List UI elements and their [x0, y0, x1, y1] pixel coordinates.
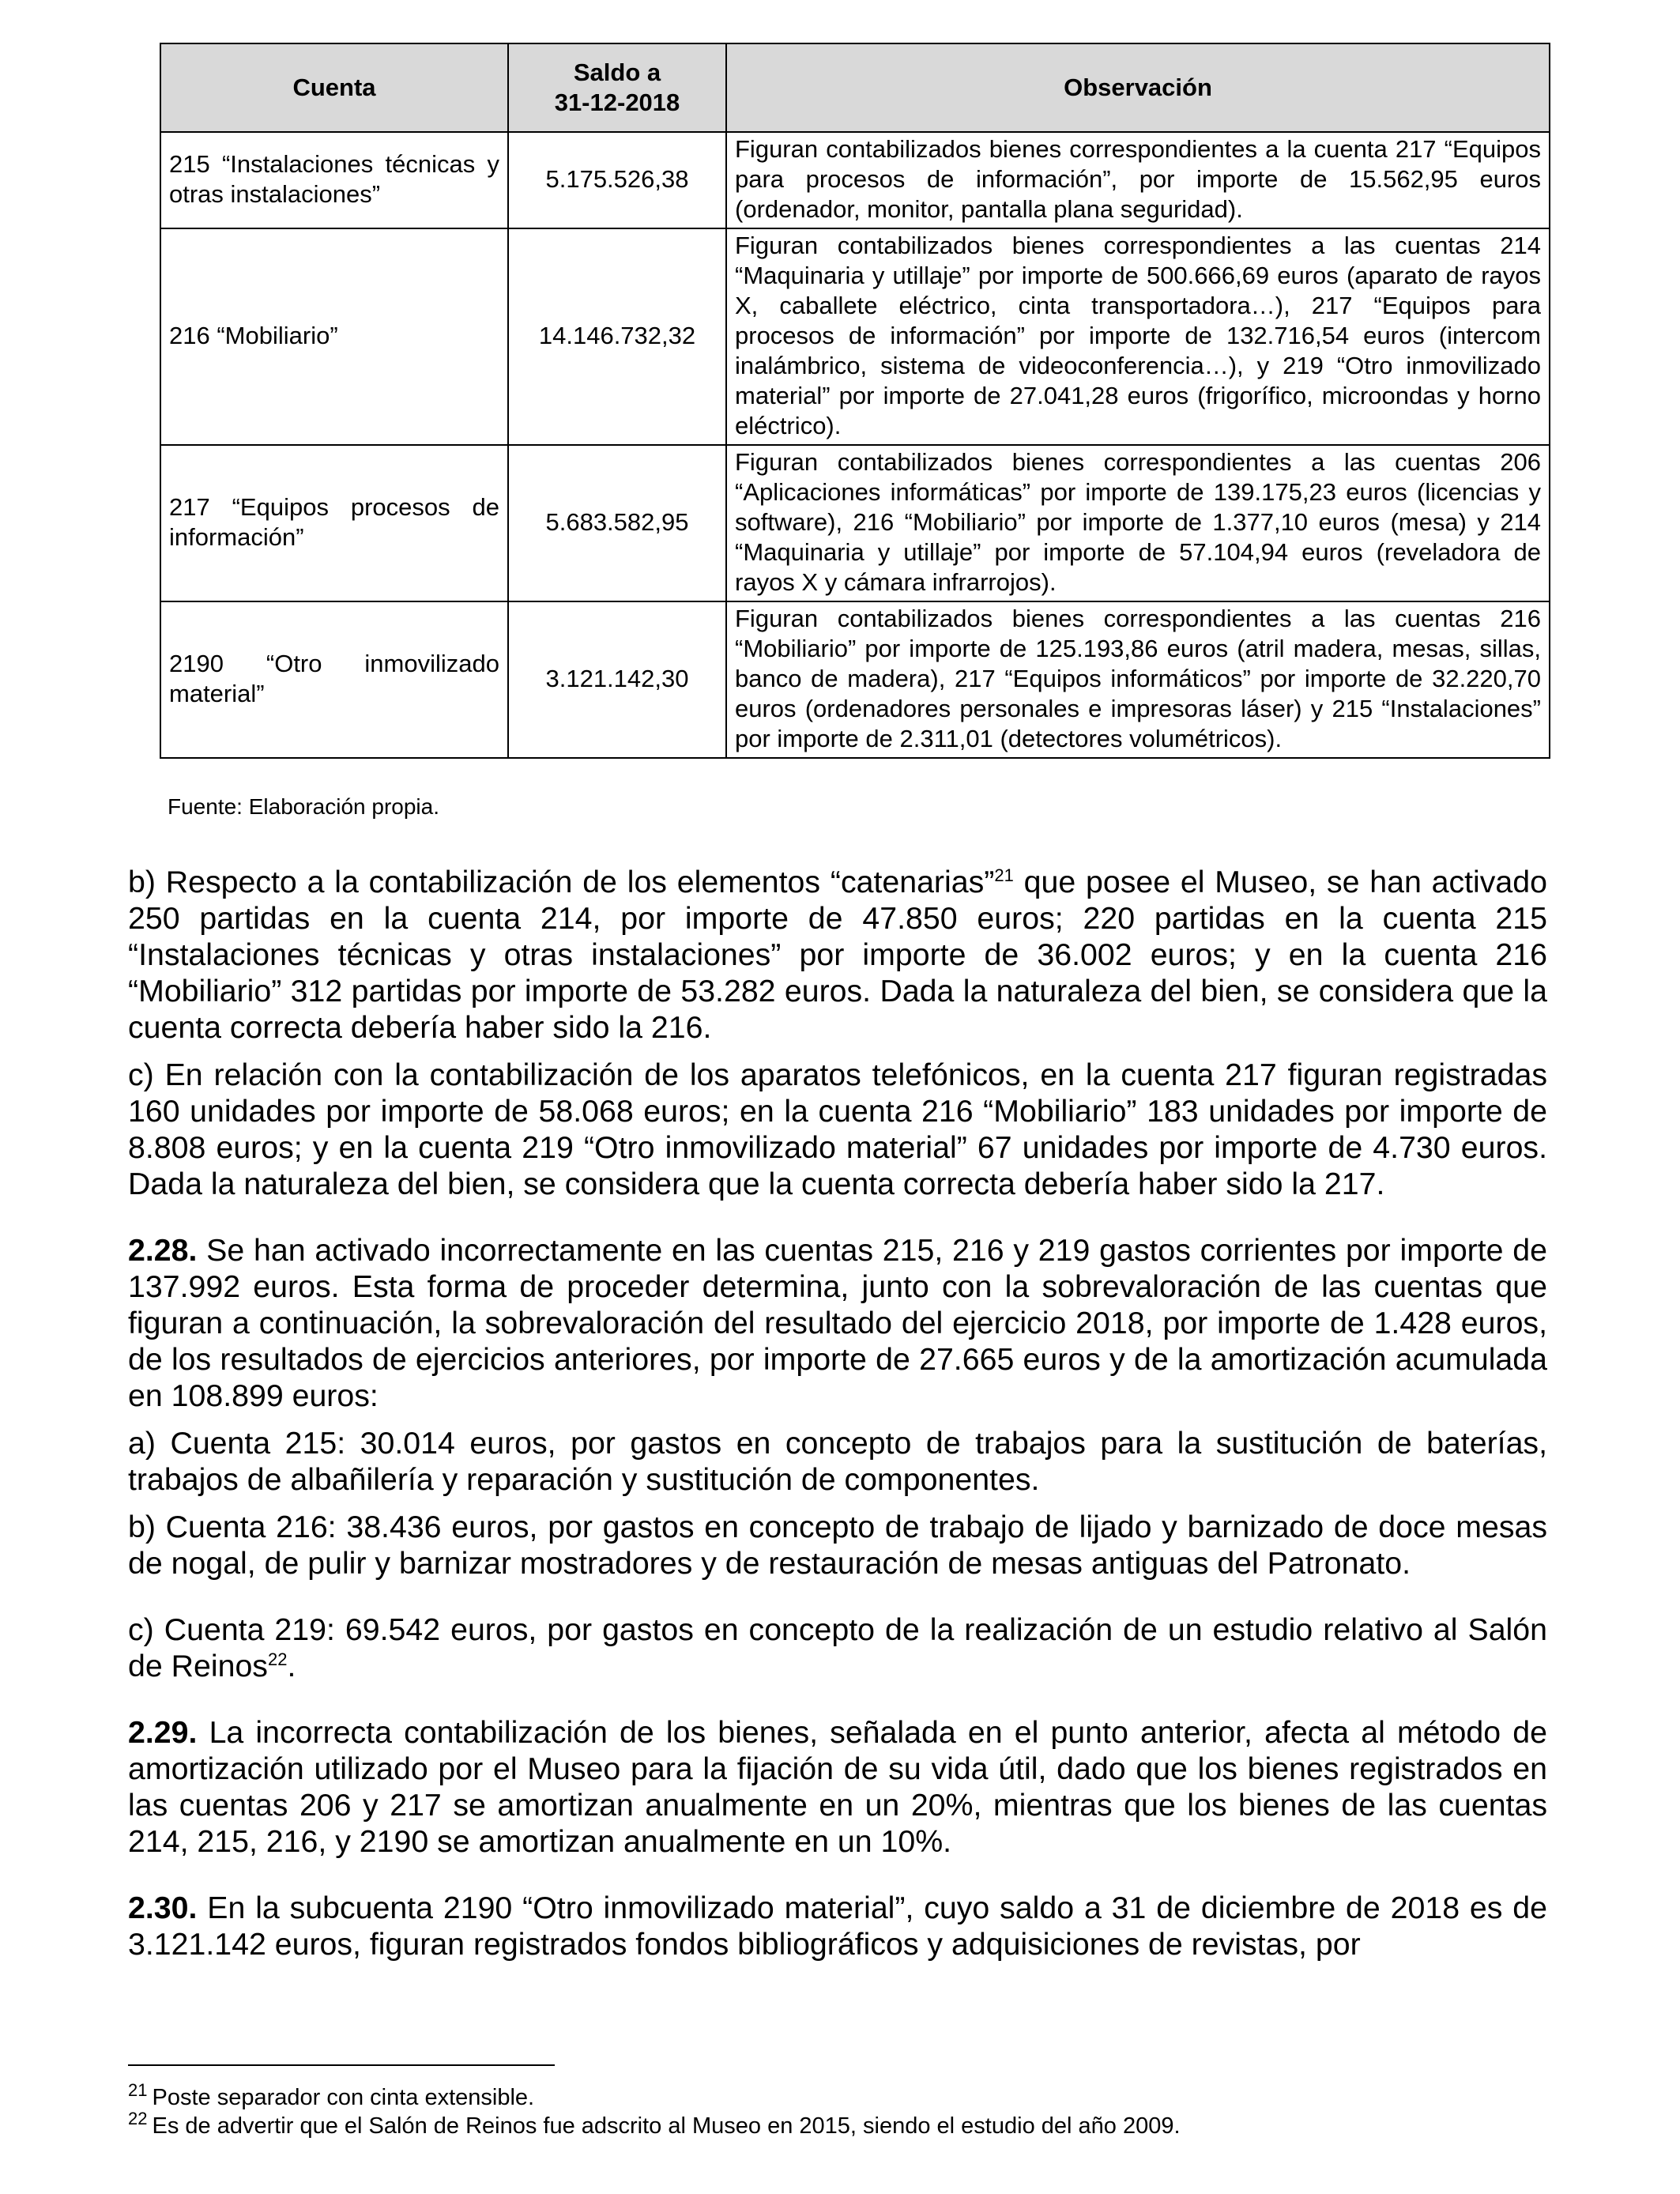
paragraph-text: que posee el Museo, se han activado 250 partidas en la cuenta 214, por importe de 47.850 euros; 220 partidas en la cuenta 215 “Instalaciones técnicas y otras instalaciones” por importe de 36.002 euros; y en la cuenta 216 “Mobiliario” 312 partidas por importe de 53.282 euros. Dada la naturaleza del bien, se considera que la cuenta correcta debería haber sido la 216.	[128, 865, 1547, 1045]
account-cell: 2190 “Otro inmovilizado material”	[160, 601, 508, 758]
paragraph-2-30	[128, 1890, 1547, 1962]
footnote-ref-22: 22	[267, 1649, 288, 1669]
balance-cell: 3.121.142,30	[508, 601, 726, 758]
account-cell: 215 “Instalaciones técnicas y otras instalaciones”	[160, 132, 508, 228]
balance-cell: 5.175.526,38	[508, 132, 726, 228]
observation-cell: Figuran contabilizados bienes correspondientes a las cuentas 214 “Maquinaria y utillaje” por importe de 500.666,69 euros (aparato de rayos X, caballete eléctrico, cinta transportadora…), 217 “Equipos para procesos de información” por importe de 132.716,54 euros (intercom inalámbrico, sistema de videoconferencia…), y 219 “Otro inmovilizado material” por importe de 27.041,28 euros (frigorífico, microondas y horno eléctrico).	[726, 228, 1550, 445]
table-row	[160, 228, 1550, 445]
table-row	[160, 445, 1550, 601]
section-number: 2.28.	[128, 1233, 198, 1268]
paragraph-b-catenarias	[128, 864, 1547, 1046]
paragraph-2-29	[128, 1714, 1547, 1860]
footnotes	[128, 2080, 1547, 2140]
footnote-21	[128, 2080, 1547, 2112]
paragraph-a-cuenta-215: a) Cuenta 215: 30.014 euros, por gastos en concepto de trabajos para la sustitución de baterías, trabajos de albañilería y reparación y sustitución de componentes.	[128, 1426, 1547, 1497]
header-balance-line2: 31-12-2018	[554, 89, 680, 116]
paragraph-b-cuenta-216: b) Cuenta 216: 38.436 euros, por gastos en concepto de trabajo de lijado y barnizado de doce mesas de nogal, de pulir y barnizar mostradores y de restauración de mesas antiguas del Patronato.	[128, 1510, 1547, 1581]
footnote-22	[128, 2109, 1547, 2140]
accounts-table-container	[160, 43, 1549, 759]
section-number: 2.29.	[128, 1715, 198, 1750]
table-header-row	[160, 43, 1550, 132]
table-source-note: Fuente: Elaboración propia.	[168, 794, 439, 819]
observation-cell: Figuran contabilizados bienes correspondientes a la cuenta 217 “Equipos para procesos de información”, por importe de 15.562,95 euros (ordenador, monitor, pantalla plana seguridad).	[726, 132, 1550, 228]
paragraph-text: En la subcuenta 2190 “Otro inmovilizado material”, cuyo saldo a 31 de diciembre de 2018 es de 3.121.142 euros, figuran registrados fondos bibliográficos y adquisiciones de revistas, por	[128, 1891, 1547, 1962]
header-account: Cuenta	[160, 43, 508, 132]
footnote-text: Es de advertir que el Salón de Reinos fue adscrito al Museo en 2015, siendo el estudio del año 2009.	[152, 2113, 1181, 2139]
paragraph-2-28	[128, 1232, 1547, 1414]
table-row	[160, 601, 1550, 758]
balance-cell: 14.146.732,32	[508, 228, 726, 445]
header-balance	[508, 43, 726, 132]
paragraph-text: b) Respecto a la contabilización de los elementos “catenarias”	[128, 865, 995, 899]
body-text	[128, 864, 1547, 1973]
section-number: 2.30.	[128, 1891, 198, 1925]
observation-cell: Figuran contabilizados bienes correspondientes a las cuentas 206 “Aplicaciones informáticas” por importe de 139.175,23 euros (licencias y software), 216 “Mobiliario” por importe de 1.377,10 euros (mesa) y 214 “Maquinaria y utillaje” por importe de 57.104,94 euros (reveladora de rayos X y cámara infrarrojos).	[726, 445, 1550, 601]
paragraph-text: Se han activado incorrectamente en las cuentas 215, 216 y 219 gastos corrientes por importe de 137.992 euros. Esta forma de proceder determina, junto con la sobrevaloración de las cuentas que figuran a continuación, la sobrevaloración del resultado del ejercicio 2018, por importe de 1.428 euros, de los resultados de ejercicios anteriores, por importe de 27.665 euros y de la amortización acumulada en 108.899 euros:	[128, 1233, 1547, 1413]
table-row	[160, 132, 1550, 228]
account-cell: 216 “Mobiliario”	[160, 228, 508, 445]
paragraph-text: .	[287, 1649, 296, 1683]
header-observation: Observación	[726, 43, 1550, 132]
paragraph-c-telefonos: c) En relación con la contabilización de los aparatos telefónicos, en la cuenta 217 figuran registradas 160 unidades por importe de 58.068 euros; en la cuenta 216 “Mobiliario” 183 unidades por importe de 8.808 euros; y en la cuenta 219 “Otro inmovilizado material” 67 unidades por importe de 4.730 euros. Dada la naturaleza del bien, se considera que la cuenta correcta debería haber sido la 217.	[128, 1057, 1547, 1201]
footnote-mark: 21	[128, 2080, 148, 2101]
paragraph-text: La incorrecta contabilización de los bienes, señalada en el punto anterior, afecta al método de amortización utilizado por el Museo para la fijación de su vida útil, dado que los bienes registrados en las cuentas 206 y 217 se amortizan anualmente en un 20%, mientras que los bienes de las cuentas 214, 215, 216, y 2190 se amortizan anualmente en un 10%.	[128, 1715, 1547, 1859]
observation-cell: Figuran contabilizados bienes correspondientes a las cuentas 216 “Mobiliario” por importe de 125.193,86 euros (atril madera, mesas, sillas, banco de madera), 217 “Equipos informáticos” por importe de 32.220,70 euros (ordenadores personales e impresoras láser) y 215 “Instalaciones” por importe de 2.311,01 (detectores volumétricos).	[726, 601, 1550, 758]
paragraph-c-cuenta-219	[128, 1612, 1547, 1684]
footnote-divider	[128, 2064, 555, 2066]
header-balance-line1: Saldo a	[573, 58, 661, 86]
account-cell: 217 “Equipos procesos de información”	[160, 445, 508, 601]
paragraph-text: c) Cuenta 219: 69.542 euros, por gastos en concepto de la realización de un estudio relativo al Salón de Reinos	[128, 1612, 1547, 1683]
balance-cell: 5.683.582,95	[508, 445, 726, 601]
footnote-text: Poste separador con cinta extensible.	[152, 2085, 535, 2110]
footnote-mark: 22	[128, 2109, 148, 2129]
footnote-ref-21: 21	[994, 865, 1014, 885]
accounts-observations-table	[160, 43, 1550, 759]
